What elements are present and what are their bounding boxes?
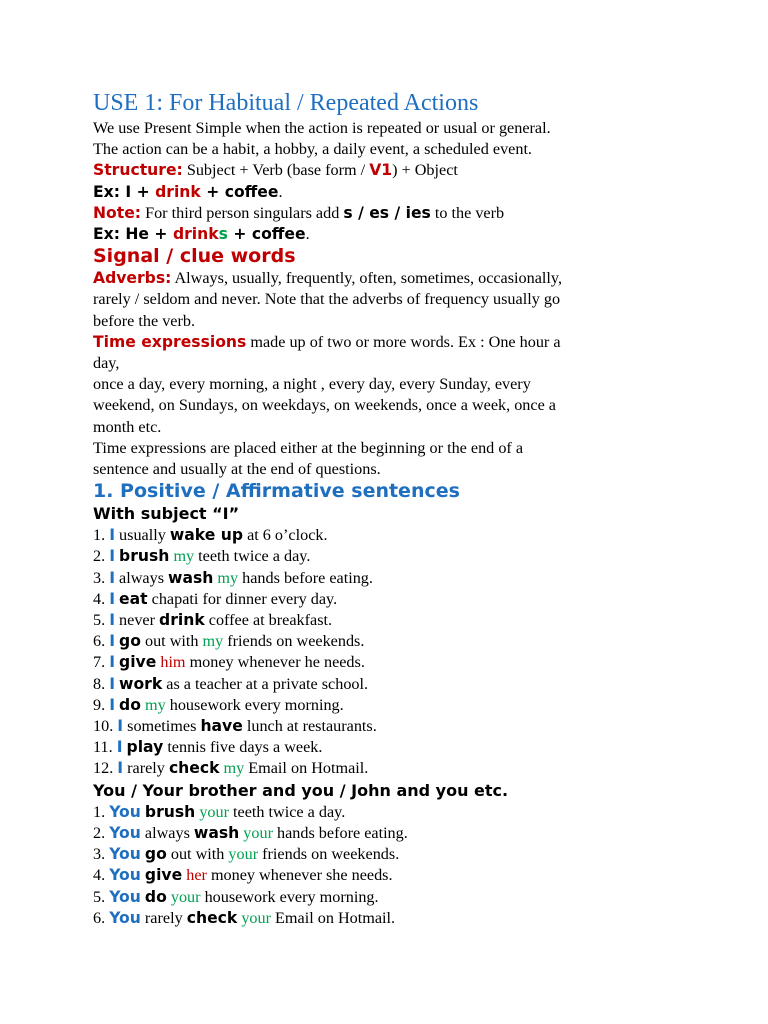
time-expressions-line-7: sentence and usually at the end of questions. xyxy=(93,460,381,479)
document-page xyxy=(93,88,713,929)
item-rest: Email on Hotmail. xyxy=(270,908,396,927)
adverbs-line-3: before the verb. xyxy=(93,311,196,330)
list-item xyxy=(93,758,713,779)
item-subject: You xyxy=(109,908,141,927)
item-subject: I xyxy=(109,568,115,587)
structure-line xyxy=(93,160,713,181)
item-possessive: your xyxy=(239,823,273,842)
time-expressions-line-3: once a day, every morning, a night , every day, every Sunday, every xyxy=(93,375,531,394)
item-rest: friends on weekends. xyxy=(258,845,400,864)
item-verb: wash xyxy=(168,568,214,587)
you-heading: You / Your brother and you / John and you etc. xyxy=(93,780,509,800)
time-expressions-line-6: Time expressions are placed either at the beginning or the end of a xyxy=(93,438,524,457)
item-verb: give xyxy=(144,866,183,885)
item-rest: hands before eating. xyxy=(238,568,373,587)
intro-line-1: We use Present Simple when the action is repeated or usual or general. xyxy=(93,119,551,137)
item-mid: out with xyxy=(140,632,199,651)
item-verb: work xyxy=(119,674,163,693)
example-2 xyxy=(93,224,713,245)
item-number: 4. xyxy=(93,866,110,885)
item-number: 12. xyxy=(93,759,118,778)
list-item xyxy=(93,674,713,695)
i-sentence-list xyxy=(93,525,713,779)
item-subject: You xyxy=(109,866,141,885)
list-item xyxy=(93,716,713,737)
time-expressions-label: Time expressions xyxy=(93,332,247,351)
time-expressions-line-5: month etc. xyxy=(93,417,162,436)
item-possessive: my xyxy=(213,568,239,587)
note-endings: s / es / ies xyxy=(343,203,431,222)
item-verb: eat xyxy=(119,589,148,608)
item-rest: lunch at restaurants. xyxy=(242,717,377,736)
item-verb: brush xyxy=(119,547,170,566)
item-rest: teeth twice a day. xyxy=(194,547,311,566)
time-expressions-text-1: made up of two or more words. Ex : One hour a xyxy=(246,332,561,351)
item-verb: wake up xyxy=(169,526,244,545)
list-item xyxy=(93,844,713,865)
item-possessive: my xyxy=(219,759,245,778)
adverbs-text-1: Always, usually, frequently, often, sometimes, occasionally, xyxy=(171,269,562,288)
item-rest: teeth twice a day. xyxy=(228,802,346,821)
item-number: 3. xyxy=(93,845,110,864)
item-verb: go xyxy=(119,632,141,651)
item-rest: chapati for dinner every day. xyxy=(147,589,338,608)
item-subject: You xyxy=(109,823,141,842)
item-rest: money whenever she needs. xyxy=(206,866,393,885)
list-item xyxy=(93,589,713,610)
example-1-suffix: + coffee xyxy=(200,182,279,201)
example-1-end: . xyxy=(278,182,283,201)
item-number: 10. xyxy=(93,717,118,736)
example-1 xyxy=(93,182,713,203)
item-rest: money whenever he needs. xyxy=(185,653,365,672)
item-rest: housework every morning. xyxy=(165,695,344,714)
page-title: USE 1: For Habitual / Repeated Actions xyxy=(93,90,479,116)
item-verb: check xyxy=(186,908,238,927)
list-item xyxy=(93,568,713,589)
list-item xyxy=(93,695,713,716)
adverbs-line-2: rarely / seldom and never. Note that the adverbs of frequency usually go xyxy=(93,290,561,309)
example-1-prefix: Ex: I + xyxy=(93,182,156,201)
item-subject: I xyxy=(116,738,123,757)
item-verb: play xyxy=(126,738,164,757)
item-verb: go xyxy=(144,845,167,864)
item-number: 5. xyxy=(93,611,110,630)
list-item xyxy=(93,631,713,652)
item-subject: I xyxy=(109,674,115,693)
item-number: 5. xyxy=(93,887,110,906)
item-number: 7. xyxy=(93,653,110,672)
item-number: 1. xyxy=(93,802,110,821)
item-verb: wash xyxy=(193,823,240,842)
item-possessive: my xyxy=(169,547,195,566)
item-verb: have xyxy=(200,717,243,736)
item-possessive: my xyxy=(140,695,166,714)
item-number: 4. xyxy=(93,589,110,608)
list-item xyxy=(93,737,713,758)
item-number: 6. xyxy=(93,908,110,927)
item-subject: I xyxy=(109,526,115,545)
adverbs-line-1 xyxy=(93,268,713,289)
list-item xyxy=(93,610,713,631)
list-item xyxy=(93,865,713,886)
item-possessive: your xyxy=(224,845,259,864)
item-possessive: her xyxy=(182,866,207,885)
item-number: 3. xyxy=(93,568,110,587)
structure-text-b: ) + Object xyxy=(392,161,458,180)
note-text-a: For third person singulars add xyxy=(141,203,344,222)
example-1-verb: drink xyxy=(155,182,201,201)
item-pre: rarely xyxy=(123,759,169,778)
item-rest: coffee at breakfast. xyxy=(204,611,333,630)
list-item xyxy=(93,887,713,908)
item-subject: I xyxy=(109,589,115,608)
item-subject: I xyxy=(109,632,115,651)
item-possessive: your xyxy=(166,887,201,906)
structure-text-a: Subject + Verb (base form / xyxy=(182,161,370,180)
item-rest: friends on weekends. xyxy=(223,632,365,651)
item-pre: never xyxy=(115,611,160,630)
item-rest: Email on Hotmail. xyxy=(244,759,369,778)
item-subject: You xyxy=(109,845,141,864)
list-item xyxy=(93,546,713,567)
section-1-heading: 1. Positive / Affirmative sentences xyxy=(93,480,460,503)
note-line xyxy=(93,203,713,224)
item-pre: usually xyxy=(115,526,170,545)
subject-i-heading: With subject “I” xyxy=(93,504,240,524)
item-number: 6. xyxy=(93,632,110,651)
item-pre: sometimes xyxy=(123,717,201,736)
item-subject: I xyxy=(117,759,124,778)
time-expressions-line-1 xyxy=(93,332,713,353)
item-subject: I xyxy=(109,611,115,630)
item-number: 2. xyxy=(93,823,110,842)
item-possessive: your xyxy=(195,802,229,821)
adverbs-label: Adverbs: xyxy=(93,269,172,288)
note-text-b: to the verb xyxy=(430,203,505,222)
example-2-ending: s xyxy=(218,225,228,244)
item-verb: give xyxy=(119,653,157,672)
item-subject: I xyxy=(109,695,115,714)
item-number: 11. xyxy=(93,738,117,757)
example-2-end: . xyxy=(305,225,310,244)
item-verb: check xyxy=(168,759,220,778)
item-number: 8. xyxy=(93,674,110,693)
example-2-suffix: + coffee xyxy=(227,225,306,244)
list-item xyxy=(93,823,713,844)
list-item xyxy=(93,802,713,823)
item-pre: always xyxy=(115,568,169,587)
item-rest: housework every morning. xyxy=(200,887,379,906)
item-possessive: him xyxy=(156,653,186,672)
list-item xyxy=(93,908,713,929)
note-label: Note: xyxy=(93,203,142,222)
item-possessive: your xyxy=(237,908,271,927)
structure-v1: V1 xyxy=(369,161,393,180)
item-subject: You xyxy=(109,887,141,906)
item-subject: You xyxy=(109,802,141,821)
item-pre: rarely xyxy=(140,908,187,927)
item-subject: I xyxy=(117,717,124,736)
time-expressions-line-4: weekend, on Sundays, on weekdays, on weekends, once a week, once a xyxy=(93,396,556,415)
item-verb: brush xyxy=(144,802,196,821)
item-rest: hands before eating. xyxy=(272,823,408,842)
intro-line-2: The action can be a habit, a hobby, a daily event, a scheduled event. xyxy=(93,140,532,159)
item-rest: tennis five days a week. xyxy=(163,738,323,757)
item-subject: I xyxy=(109,653,115,672)
list-item xyxy=(93,525,713,546)
you-sentence-list xyxy=(93,802,713,929)
item-rest: at 6 o’clock. xyxy=(243,526,328,545)
item-verb: do xyxy=(119,695,141,714)
item-possessive: my xyxy=(198,632,224,651)
item-mid: out with xyxy=(166,845,225,864)
signal-heading: Signal / clue words xyxy=(93,245,296,268)
item-pre: always xyxy=(140,823,194,842)
item-number: 2. xyxy=(93,547,110,566)
example-2-verb: drink xyxy=(172,225,219,244)
item-verb: drink xyxy=(159,611,205,630)
structure-label: Structure: xyxy=(93,161,183,180)
item-verb: do xyxy=(144,887,167,906)
example-2-prefix: Ex: He + xyxy=(93,225,173,244)
time-expressions-line-2: day, xyxy=(93,354,120,373)
list-item xyxy=(93,652,713,673)
item-number: 1. xyxy=(93,526,110,545)
item-subject: I xyxy=(109,547,115,566)
item-rest: as a teacher at a private school. xyxy=(162,674,369,693)
item-number: 9. xyxy=(93,695,110,714)
